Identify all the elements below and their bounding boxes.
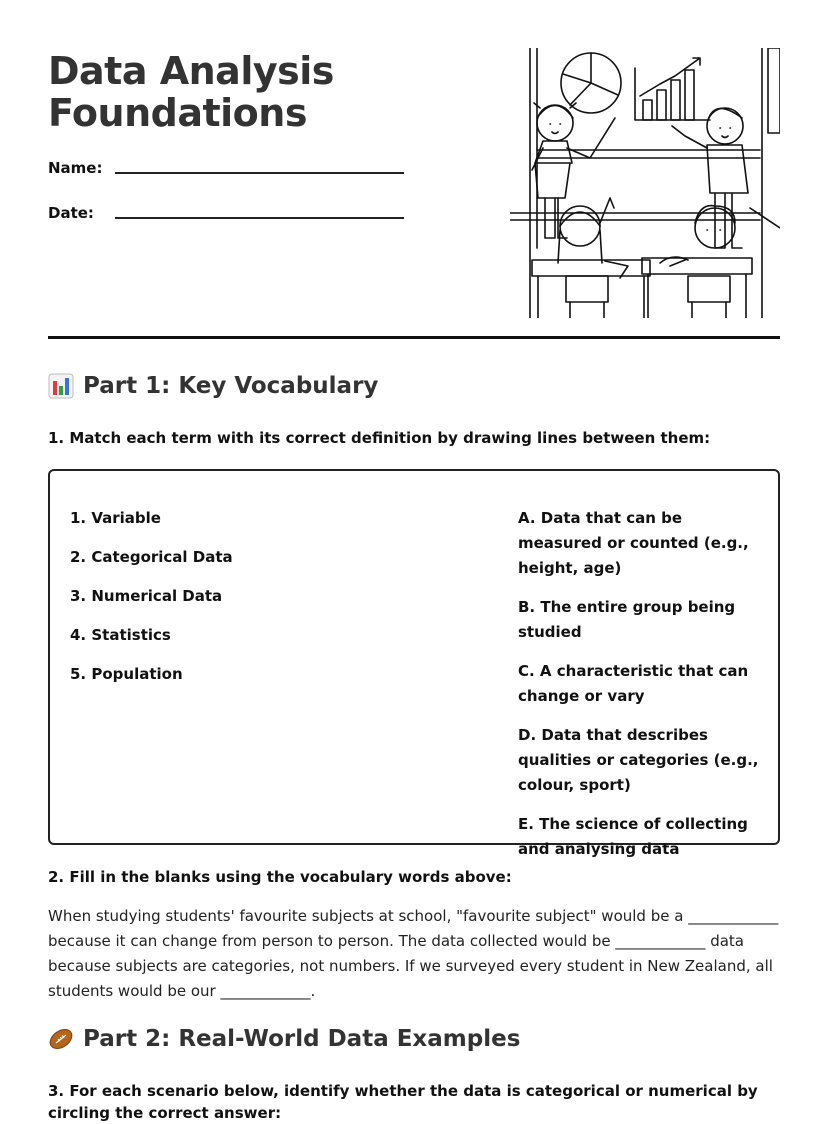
- part2-heading: [48, 1026, 520, 1052]
- date-label: Date:: [48, 204, 94, 222]
- definition-item[interactable]: D. Data that describes qualities or categories (e.g., colour, sport): [518, 726, 759, 794]
- question-2: 2. Fill in the blanks using the vocabulary words above:: [48, 868, 512, 886]
- date-field[interactable]: [48, 204, 94, 222]
- title-line-2: Foundations: [48, 91, 307, 135]
- definition-list: [518, 506, 768, 876]
- term-item[interactable]: 1. Variable: [70, 509, 161, 527]
- fill-blanks-paragraph: When studying students' favourite subjects at school, "favourite subject" would be a ____________ because it can change from person to person. The data collected would be ____________ data because subjects are categories, not numbers. If we surveyed every student in New Zealand, all students would be our ____________.: [48, 907, 779, 1000]
- definition-item[interactable]: E. The science of collecting and analysing data: [518, 815, 748, 858]
- term-item[interactable]: 4. Statistics: [70, 626, 171, 644]
- term-item[interactable]: 5. Population: [70, 665, 183, 683]
- term-list: [70, 506, 233, 701]
- definition-item[interactable]: C. A characteristic that can change or vary: [518, 662, 749, 705]
- name-line[interactable]: [115, 172, 404, 174]
- header-divider: [48, 336, 780, 339]
- date-line[interactable]: [115, 217, 404, 219]
- name-label: Name:: [48, 159, 103, 177]
- question-3: 3. For each scenario below, identify whether the data is categorical or numerical by circling the correct answer:: [48, 1082, 758, 1122]
- part1-title: Part 1: Key Vocabulary: [83, 373, 379, 399]
- term-item[interactable]: 3. Numerical Data: [70, 587, 223, 605]
- name-field[interactable]: [48, 159, 102, 177]
- definition-item[interactable]: A. Data that can be measured or counted (e.g., height, age): [518, 509, 749, 577]
- term-item[interactable]: 2. Categorical Data: [70, 548, 233, 566]
- bar-chart-icon: [48, 373, 74, 399]
- rugby-ball-icon: [48, 1026, 74, 1052]
- worksheet-page: [48, 0, 780, 1122]
- title-line-1: Data Analysis: [48, 49, 334, 93]
- part1-heading: [48, 373, 378, 399]
- definition-item[interactable]: B. The entire group being studied: [518, 598, 736, 641]
- classroom-illustration: [510, 48, 780, 318]
- matching-box: [48, 469, 780, 858]
- worksheet-header: [48, 0, 780, 340]
- question-1: 1. Match each term with its correct definition by drawing lines between them:: [48, 429, 711, 447]
- worksheet-title: [48, 50, 334, 134]
- part2-title: Part 2: Real-World Data Examples: [83, 1026, 521, 1052]
